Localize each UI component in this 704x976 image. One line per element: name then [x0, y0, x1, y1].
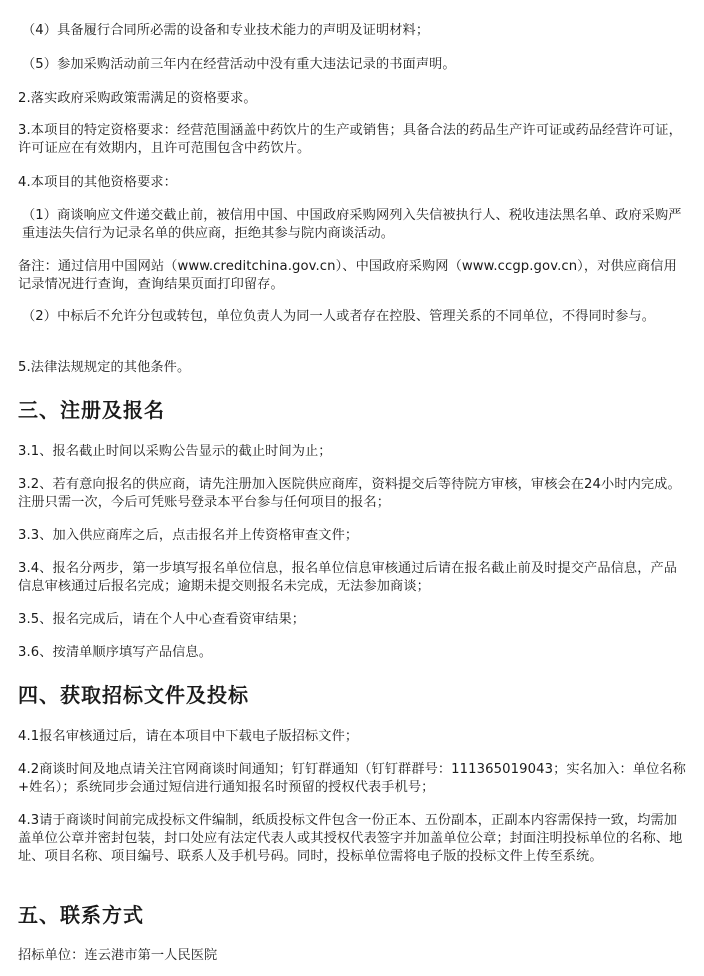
paragraph-4-1: 4.1报名审核通过后，请在本项目中下载电子版招标文件；: [18, 729, 359, 744]
paragraph-3-5: 3.5、报名完成后，请在个人中心查看资审结果；: [18, 612, 306, 627]
paragraph-specific-requirement: 3.本项目的特定资格要求：经营范围涵盖中药饮片的生产或销售；具备合法的药品生产许可证或药品经营许可证，许可证应在有效期内，且许可范围包含中药饮片。: [18, 123, 682, 156]
section-heading-registration: 三、注册及报名: [18, 398, 165, 422]
paragraph-3-6: 3.6、按清单顺序填写产品信息。: [18, 645, 213, 660]
paragraph-qualification-4: （4）具备履行合同所必需的设备和专业技术能力的声明及证明材料；: [22, 23, 430, 38]
paragraph-3-1: 3.1、报名截止时间以采购公告显示的截止时间为止；: [18, 444, 332, 459]
paragraph-3-4: 3.4、报名分两步，第一步填写报名单位信息，报名单位信息审核通过后请在报名截止前及时提交产品信息，产品信息审核通过后报名完成；逾期未提交则报名未完成，无法参加商谈；: [18, 561, 678, 594]
paragraph-4-3: 4.3请于商谈时间前完成投标文件编制，纸质投标文件包含一份正本、五份副本，正副本内容需保持一致，均需加盖单位公章并密封包装，封口处应有法定代表人或其授权代表签字并加盖单位公章；封面注明投标单位的名称、地址、项目名称、项目编号、联系人及手机号码。同时，投标单位需将电子版的投标文件上传至系统。: [18, 813, 683, 864]
paragraph-contact-unit: 招标单位：连云港市第一人民医院: [18, 948, 218, 963]
paragraph-other-conditions: 5.法律法规规定的其他条件。: [18, 360, 191, 375]
paragraph-policy-requirement: 2.落实政府采购政策需满足的资格要求。: [18, 91, 257, 106]
section-heading-contact: 五、联系方式: [18, 903, 144, 927]
paragraph-remark: 备注：通过信用中国网站（www.creditchina.gov.cn）、中国政府采购网（www.ccgp.gov.cn），对供应商信用记录情况进行查询，查询结果页面打印留存。: [18, 259, 677, 292]
paragraph-qualification-5: （5）参加采购活动前三年内在经营活动中没有重大违法记录的书面声明。: [22, 57, 456, 72]
section-heading-bidding: 四、获取招标文件及投标: [18, 683, 249, 707]
paragraph-credit-blacklist: （1）商谈响应文件递交截止前，被信用中国、中国政府采购网列入失信被执行人、税收违法黑名单、政府采购严重违法失信行为记录名单的供应商，拒绝其参与院内商谈活动。: [22, 208, 682, 241]
paragraph-3-3: 3.3、加入供应商库之后，点击报名并上传资格审查文件；: [18, 528, 359, 543]
paragraph-no-subcontract: （2）中标后不允许分包或转包，单位负责人为同一人或者存在控股、管理关系的不同单位，不得同时参与。: [22, 309, 655, 324]
paragraph-4-2: 4.2商谈时间及地点请关注官网商谈时间通知；钉钉群通知（钉钉群群号：111365019043；实名加入：单位名称+姓名）；系统同步会通过短信进行通知报名时预留的授权代表手机号；: [18, 762, 686, 795]
paragraph-other-requirement: 4.本项目的其他资格要求：: [18, 175, 177, 190]
paragraph-3-2: 3.2、若有意向报名的供应商，请先注册加入医院供应商库，资料提交后等待院方审核，审核会在24小时内完成。注册只需一次，今后可凭账号登录本平台参与任何项目的报名；: [18, 477, 681, 510]
